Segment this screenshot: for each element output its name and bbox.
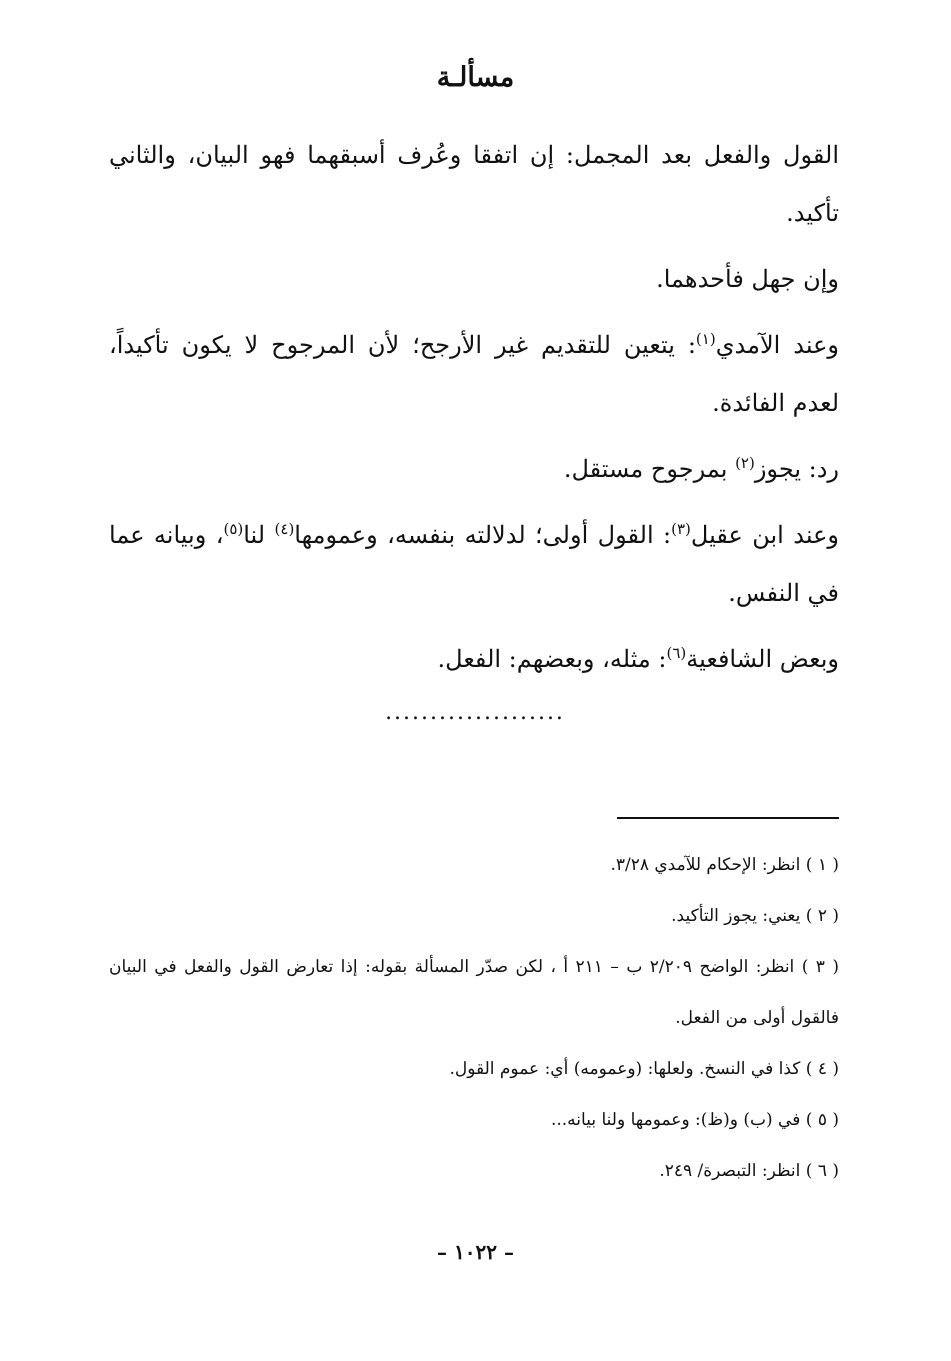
paragraph-2: وإن جهل فأحدهما. bbox=[656, 265, 839, 293]
paragraph-5-middle-2: لنا bbox=[243, 521, 275, 549]
footnote-2: ( ٢ ) يعني: يجوز التأكيد. bbox=[671, 906, 839, 926]
footnotes bbox=[109, 840, 839, 1197]
section-end-dots: .................... bbox=[385, 700, 565, 725]
paragraph-5 bbox=[109, 506, 839, 622]
footnote-3: ( ٣ ) انظر: الواضح ٢/٢٠٩ ب – ٢١١ أ ، لكن صدّر المسألة بقوله: إذا تعارض القول والفعل في البيان فالقول أولى من الفعل. bbox=[109, 957, 840, 1028]
footnote-4: ( ٤ ) كذا في النسخ. ولعلها: (وعمومه) أي: عموم القول. bbox=[449, 1059, 839, 1079]
paragraph-4-rest: بمرجوح مستقل. bbox=[563, 455, 736, 483]
paragraph-6-rest: : مثله، وبعضهم: الفعل. bbox=[437, 645, 667, 673]
paragraph-6-lead: وبعض الشافعية bbox=[686, 645, 839, 673]
footnote-mark-4: (٤) bbox=[274, 520, 295, 538]
footnote-mark-6: (٦) bbox=[666, 644, 687, 662]
paragraph-4 bbox=[109, 440, 839, 498]
paragraph-6 bbox=[109, 630, 839, 688]
paragraph-5-lead: وعند ابن عقيل bbox=[690, 521, 839, 549]
paragraph-4-lead: رد: يجوز bbox=[754, 455, 839, 483]
paragraph-3-rest: : يتعين للتقديم غير الأرجح؛ لأن المرجوح لا يكون تأكيداً، لعدم الفائدة. bbox=[109, 331, 839, 417]
footnote-1: ( ١ ) انظر: الإحكام للآمدي ٣/٢٨. bbox=[610, 855, 839, 875]
footnote-mark-5: (٥) bbox=[223, 520, 244, 538]
footnote-6: ( ٦ ) انظر: التبصرة/ ٢٤٩. bbox=[659, 1161, 839, 1181]
main-text bbox=[109, 126, 839, 696]
footnote-mark-2: (٢) bbox=[735, 454, 755, 472]
footnote-mark-1: (١) bbox=[695, 330, 716, 348]
section-title: مسألـة bbox=[436, 62, 515, 93]
page-number: – ١٠٢٢ – bbox=[437, 1240, 514, 1264]
paragraph-3 bbox=[109, 316, 839, 432]
paragraph-1: القول والفعل بعد المجمل: إن اتفقا وعُرف أسبقهما فهو البيان، والثاني تأكيد. bbox=[109, 141, 839, 227]
paragraph-3-lead: وعند الآمدي bbox=[715, 331, 839, 359]
footnote-divider bbox=[617, 817, 839, 819]
footnote-mark-3: (٣) bbox=[671, 520, 691, 538]
footnote-5: ( ٥ ) في (ب) و(ظ): وعمومها ولنا بيانه... bbox=[550, 1110, 839, 1130]
paragraph-5-middle-1: : القول أولى؛ لدلالته بنفسه، وعمومها bbox=[294, 521, 672, 549]
paragraph-5-rest: ، وبيانه عما في النفس. bbox=[109, 521, 839, 607]
